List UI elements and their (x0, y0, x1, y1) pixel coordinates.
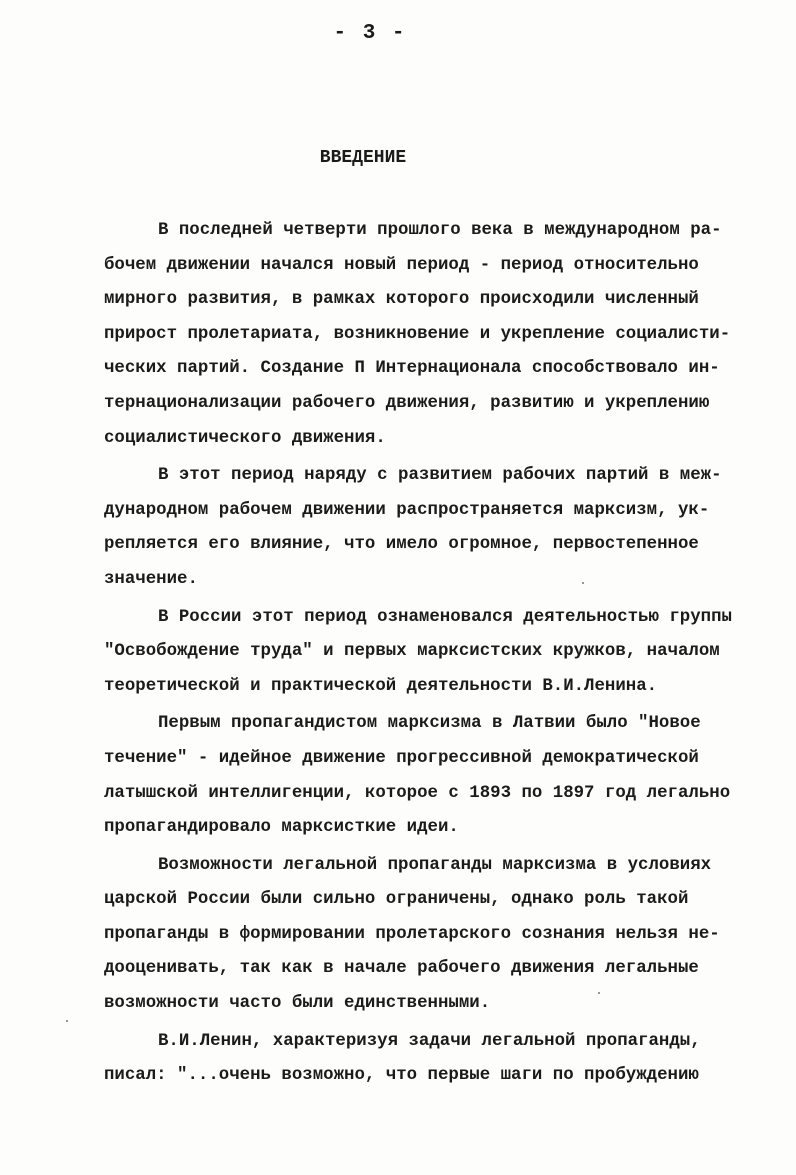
text-line: течение" - идейное движение прогрессивной демократической (104, 748, 699, 768)
scan-speck (66, 1020, 68, 1022)
text-line: В России этот период ознаменовался деятельностью группы (158, 607, 732, 627)
scan-speck (598, 992, 600, 994)
text-line: прирост пролетариата, возникновение и укрепление социалисти- (104, 324, 731, 344)
text-line: мирного развития, в рамках которого происходили численный (104, 290, 699, 310)
paragraph (104, 214, 764, 456)
text-line: "Освобождение труда" и первых марксистских кружков, началом (104, 642, 720, 662)
text-line: ческих партий. Создание П Интернационала способствовало ин- (104, 359, 720, 379)
text-line: В последней четверти прошлого века в международном ра- (158, 221, 722, 240)
text-line: пропагандировало марксисткие идеи. (104, 818, 459, 838)
text-line: латышской интеллигенции, которое с 1893 по 1897 год легально (104, 783, 731, 803)
text-line: социалистического движения. (104, 428, 386, 448)
body-text (104, 214, 764, 1097)
paragraph (104, 707, 764, 845)
text-line: В этот период наряду с развитием рабочих партий в меж- (158, 466, 722, 486)
text-line: значение. (104, 569, 198, 589)
scan-speck (582, 582, 584, 584)
text-line: царской России были сильно ограничены, однако роль такой (104, 890, 689, 910)
text-line: теоретической и практической деятельности В.И.Ленина. (104, 676, 658, 696)
paragraph (104, 459, 764, 597)
paragraph (104, 601, 764, 705)
text-line: Возможности легальной пропаганды марксизма в условиях (158, 855, 712, 875)
text-line: репляется его влияние, что имело огромное, первостепенное (104, 535, 699, 555)
page-number: - 3 - (333, 22, 407, 45)
paragraph (104, 1025, 764, 1094)
section-title: ВВЕДЕНИЕ (319, 148, 407, 168)
text-line: тернационализации рабочего движения, развитию и укреплению (104, 393, 710, 413)
text-line: пропаганды в формировании пролетарского сознания нельзя не- (104, 924, 720, 944)
text-line: писал: "...очень возможно, что первые шаги по пробуждению (104, 1066, 699, 1086)
text-line: дооценивать, так как в начале рабочего движения легальные (104, 959, 699, 979)
text-line: возможности часто были единственными. (104, 994, 491, 1014)
text-line: Первым пропагандистом марксизма в Латвии было "Новое (158, 714, 701, 734)
text-line: бочем движении начался новый период - период относительно (104, 255, 699, 275)
text-line: дународном рабочем движении распространяется марксизм, ук- (104, 500, 710, 520)
paragraph (104, 849, 764, 1022)
text-line: В.И.Ленин, характеризуя задачи легальной пропаганды, (158, 1031, 701, 1051)
